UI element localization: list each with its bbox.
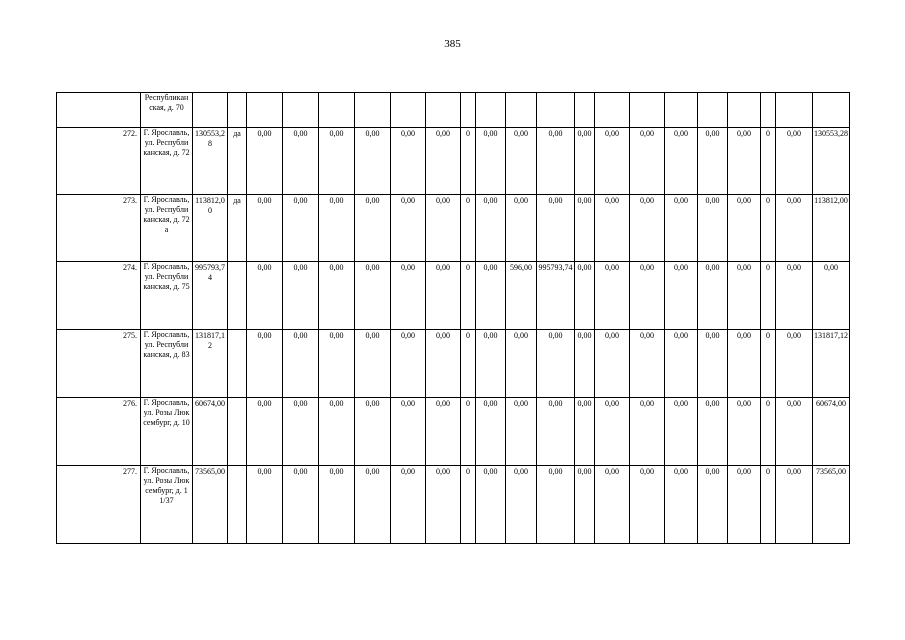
cell: 131817,12 [813, 330, 850, 398]
table-row [57, 195, 850, 262]
cell: 131817,12 [193, 330, 228, 398]
cell: 0,00 [283, 466, 319, 544]
cell: 0 [461, 128, 476, 195]
cell: 73565,00 [813, 466, 850, 544]
cell: 0,00 [665, 330, 698, 398]
cell: 0,00 [355, 128, 391, 195]
cell: 0,00 [283, 262, 319, 330]
cell: 0,00 [391, 262, 426, 330]
cell: 0,00 [698, 330, 728, 398]
cell: 0,00 [537, 398, 575, 466]
table-row [57, 262, 850, 330]
cell: 0,00 [476, 128, 506, 195]
cell: 0 [761, 330, 776, 398]
cell: 0,00 [728, 330, 761, 398]
cell: 0,00 [283, 195, 319, 262]
cell: 0,00 [776, 398, 813, 466]
cell: 0,00 [319, 466, 355, 544]
cell: 0 [761, 195, 776, 262]
cell: 0,00 [728, 466, 761, 544]
address-cell: Г. Ярославль, ул. Республиканская, д. 75 [141, 262, 193, 330]
cell: 0,00 [476, 398, 506, 466]
cell: 0,00 [247, 128, 283, 195]
cell: 0,00 [506, 398, 537, 466]
cell: 0,00 [776, 466, 813, 544]
cell: 0,00 [426, 398, 461, 466]
address-cell: Г. Ярославль, ул. Розы Люксембург, д. 10 [141, 398, 193, 466]
cell: 0,00 [537, 330, 575, 398]
cell: 0,00 [537, 128, 575, 195]
cell: 0,00 [247, 195, 283, 262]
cell: 0,00 [506, 128, 537, 195]
cell: 0,00 [728, 398, 761, 466]
cell: 0 [461, 262, 476, 330]
cell: 0,00 [728, 128, 761, 195]
cell: 0,00 [698, 195, 728, 262]
cell: 0,00 [665, 398, 698, 466]
cell: 0,00 [391, 195, 426, 262]
cell: 0,00 [630, 398, 665, 466]
address-cell: Г. Ярославль, ул. Розы Люксембург, д. 11/37 [141, 466, 193, 544]
cell: 0,00 [355, 195, 391, 262]
cell: 0,00 [595, 466, 630, 544]
cell: 0,00 [355, 330, 391, 398]
address-cell: Республиканская, д. 70 [141, 93, 193, 128]
cell: 0,00 [319, 195, 355, 262]
cell: 0,00 [595, 262, 630, 330]
cell: 0,00 [776, 330, 813, 398]
cell: 0 [461, 466, 476, 544]
cell: 0,00 [319, 398, 355, 466]
row-number: 273. [57, 195, 141, 262]
cell: 60674,00 [193, 398, 228, 466]
cell: 0,00 [630, 330, 665, 398]
cell: 0,00 [630, 128, 665, 195]
table-row [57, 93, 850, 128]
cell: да [228, 195, 247, 262]
cell: 0,00 [283, 398, 319, 466]
cell: 73565,00 [193, 466, 228, 544]
cell: 0,00 [319, 330, 355, 398]
cell [228, 262, 247, 330]
cell: 0,00 [355, 466, 391, 544]
cell: 0 [461, 195, 476, 262]
cell: 0,00 [630, 195, 665, 262]
cell: 0,00 [426, 262, 461, 330]
cell: 130553,28 [193, 128, 228, 195]
cell: 0,00 [426, 195, 461, 262]
cell: 0,00 [476, 466, 506, 544]
cell: 0,00 [698, 128, 728, 195]
row-number: 275. [57, 330, 141, 398]
cell: 0,00 [698, 466, 728, 544]
cell [228, 398, 247, 466]
cell: 0,00 [247, 330, 283, 398]
cell: 0,00 [698, 262, 728, 330]
cell: 0,00 [630, 466, 665, 544]
cell: 113812,00 [813, 195, 850, 262]
cell: 0,00 [537, 195, 575, 262]
cell: 0 [761, 398, 776, 466]
cell: 0,00 [283, 330, 319, 398]
cell: да [228, 128, 247, 195]
row-number: 277. [57, 466, 141, 544]
cell: 0,00 [776, 262, 813, 330]
cell: 0,00 [426, 128, 461, 195]
cell: 0,00 [665, 262, 698, 330]
cell: 0 [761, 466, 776, 544]
row-number: 272. [57, 128, 141, 195]
cell: 0,00 [391, 128, 426, 195]
cell: 0,00 [575, 330, 595, 398]
cell: 0,00 [776, 128, 813, 195]
cell: 0,00 [595, 128, 630, 195]
cell: 0,00 [355, 398, 391, 466]
cell: 130553,28 [813, 128, 850, 195]
cell: 0,00 [575, 195, 595, 262]
cell: 0,00 [813, 262, 850, 330]
cell: 0,00 [506, 330, 537, 398]
address-cell: Г. Ярославль, ул. Республиканская, д. 72 [141, 128, 193, 195]
cell: 0,00 [698, 398, 728, 466]
cell: 0 [761, 262, 776, 330]
address-cell: Г. Ярославль, ул. Республиканская, д. 72а [141, 195, 193, 262]
cell: 0,00 [595, 330, 630, 398]
cell: 0,00 [595, 195, 630, 262]
table-row [57, 128, 850, 195]
cell: 995793,74 [193, 262, 228, 330]
cell: 995793,74 [537, 262, 575, 330]
cell: 0,00 [283, 128, 319, 195]
cell: 0,00 [575, 128, 595, 195]
cell: 0,00 [506, 466, 537, 544]
table-row [57, 398, 850, 466]
cell: 0,00 [630, 262, 665, 330]
cell: 0,00 [476, 195, 506, 262]
table-row [57, 466, 850, 544]
address-cell: Г. Ярославль, ул. Республиканская, д. 83 [141, 330, 193, 398]
table-row [57, 330, 850, 398]
cell: 60674,00 [813, 398, 850, 466]
cell: 0,00 [319, 262, 355, 330]
cell: 0,00 [665, 466, 698, 544]
cell: 0,00 [247, 262, 283, 330]
cell: 0,00 [247, 398, 283, 466]
cell: 0,00 [537, 466, 575, 544]
data-table [56, 92, 850, 544]
cell: 0,00 [426, 330, 461, 398]
cell [228, 330, 247, 398]
cell: 0,00 [728, 262, 761, 330]
cell: 0,00 [665, 195, 698, 262]
cell: 0,00 [247, 466, 283, 544]
cell: 0,00 [575, 262, 595, 330]
cell: 0,00 [319, 128, 355, 195]
cell: 0,00 [665, 128, 698, 195]
cell: 0,00 [776, 195, 813, 262]
cell [228, 466, 247, 544]
cell: 0,00 [426, 466, 461, 544]
cell: 0,00 [575, 466, 595, 544]
cell: 0,00 [476, 330, 506, 398]
cell: 0,00 [506, 195, 537, 262]
cell: 596,00 [506, 262, 537, 330]
cell: 0,00 [391, 466, 426, 544]
cell: 0,00 [391, 398, 426, 466]
cell: 0 [461, 398, 476, 466]
cell: 0,00 [595, 398, 630, 466]
cell: 0 [761, 128, 776, 195]
row-number: 276. [57, 398, 141, 466]
cell: 0,00 [728, 195, 761, 262]
cell: 0,00 [355, 262, 391, 330]
cell: 0 [461, 330, 476, 398]
cell: 0,00 [476, 262, 506, 330]
cell: 0,00 [391, 330, 426, 398]
cell: 113812,00 [193, 195, 228, 262]
row-number: 274. [57, 262, 141, 330]
cell: 0,00 [575, 398, 595, 466]
page-number: 385 [444, 38, 461, 50]
